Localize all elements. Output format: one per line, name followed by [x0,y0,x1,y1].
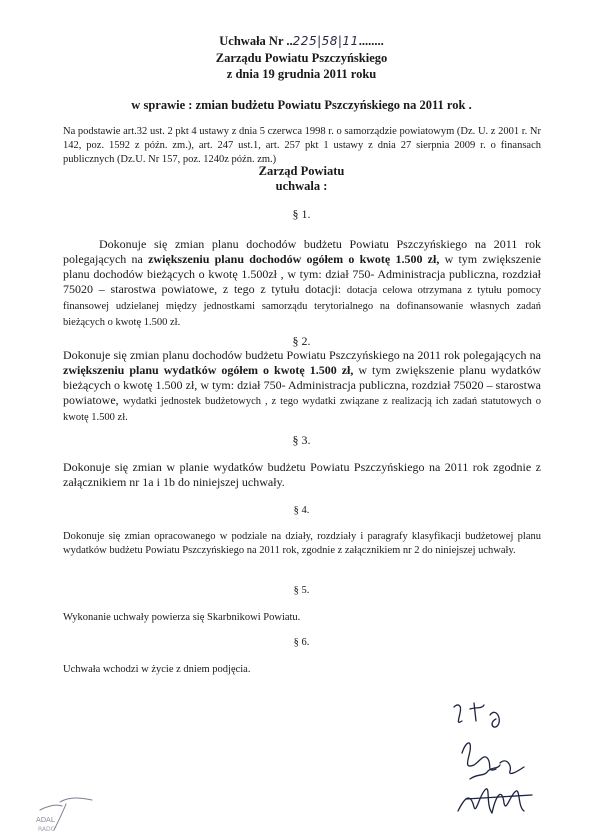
section-text-1: Dokonuje się zmian planu dochodów budżetu Powiatu Pszczyńskiego na 2011 rok polegających na zwiększeniu planu dochodów ogółem o kwotę 1.500 zł, w tym zwiększenie planu dochodów bieżących o kwotę 1.500zł , w tym: dział 750- Administracja publiczna, rozdział 75020 – starostwa powiatowe, z tego z tytułu dotacji: dotacja celowa otrzymana z tytułu pomocy finansowej udzielanej między jednostkami samorządu terytorialnego na dofinansowanie własnych zadań bieżących o kwotę 1.500 zł. [63,237,541,328]
stamp [0,796,110,836]
resolution-subject: w sprawie : zmian budżetu Powiatu Pszczyńskiego na 2011 rok . [131,98,472,112]
stamp-stroke [60,798,92,802]
resolution-date: z dnia 19 grudnia 2011 roku [226,67,377,81]
legal-basis: Na podstawie art.32 ust. 2 pkt 4 ustawy z dnia 5 czerwca 1998 r. o samorządzie powiatowym (Dz. U. z 2001 r. Nr 142, poz. 1592 z późn. zm.), art. 247 ust.1, art. 257 pkt 1 ustawy z dnia 27 sierpnia 2009 r. o finansach publicznych (Dz.U. Nr 157, poz. 1240z późn. zm.) [63,126,541,165]
decides-heading: uchwala : [275,179,328,193]
section-text-5: Wykonanie uchwały powierza się Skarbnikowi Powiatu. [63,612,301,623]
signature-stroke [490,712,499,727]
handwritten-signatures [440,695,590,825]
signature-stroke [470,765,500,779]
stamp-stroke [40,805,62,810]
section-mark-2: § 2. [292,334,311,348]
stamp-text: RADC [38,826,55,833]
signature-stroke [462,743,496,770]
section-mark-1: § 1. [292,207,311,221]
handwritten-number: 225|58|11 [292,34,359,48]
signature-stroke [500,761,524,774]
section-mark-4: § 4. [293,505,310,516]
board-heading: Zarząd Powiatu [258,164,345,178]
section-text-3: Dokonuje się zmian w planie wydatków budżetu Powiatu Pszczyńskiego na 2011 rok zgodnie z załącznikiem nr 1a i 1b do niniejszej uchwały. [63,460,541,489]
section-mark-5: § 5. [293,585,310,596]
signature-stroke [458,789,492,813]
resolution-title: Uchwała Nr ..225|58|11........ [219,34,384,48]
signature-stroke [454,705,462,722]
section-text-4: Dokonuje się zmian opracowanego w podziale na działy, rozdziały i paragrafy klasyfikacji budżetowej planu wydatków budżetu Powiatu Pszczyńskiego na 2011 rok, zgodnie z załącznikiem nr 2 do niniejszej uchwały. [63,531,541,556]
signature-stroke [492,791,524,813]
section-mark-6: § 6. [293,637,310,648]
stamp-text: ADAL [36,816,55,824]
section-mark-3: § 3. [292,433,311,447]
stamp-stroke [54,804,66,830]
signature-stroke [470,703,484,721]
section-text-6: Uchwała wchodzi w życie z dniem podjęcia. [63,664,251,675]
section-text-2: Dokonuje się zmian planu dochodów budżetu Powiatu Pszczyńskiego na 2011 rok polegających na zwiększeniu planu wydatków ogółem o kwotę 1.500 zł, w tym zwiększenie planu wydatków bieżących o kwotę 1.500 zł, w tym: dział 750- Administracja publiczna, rozdział 75020 – starostwa powiatowe, wydatki jednostek budżetowych , z tego wydatki związane z realizacją ich zadań statutowych o kwotę 1.500 zł. [63,348,542,423]
resolution-body: Zarządu Powiatu Pszczyńskiego [215,51,388,65]
